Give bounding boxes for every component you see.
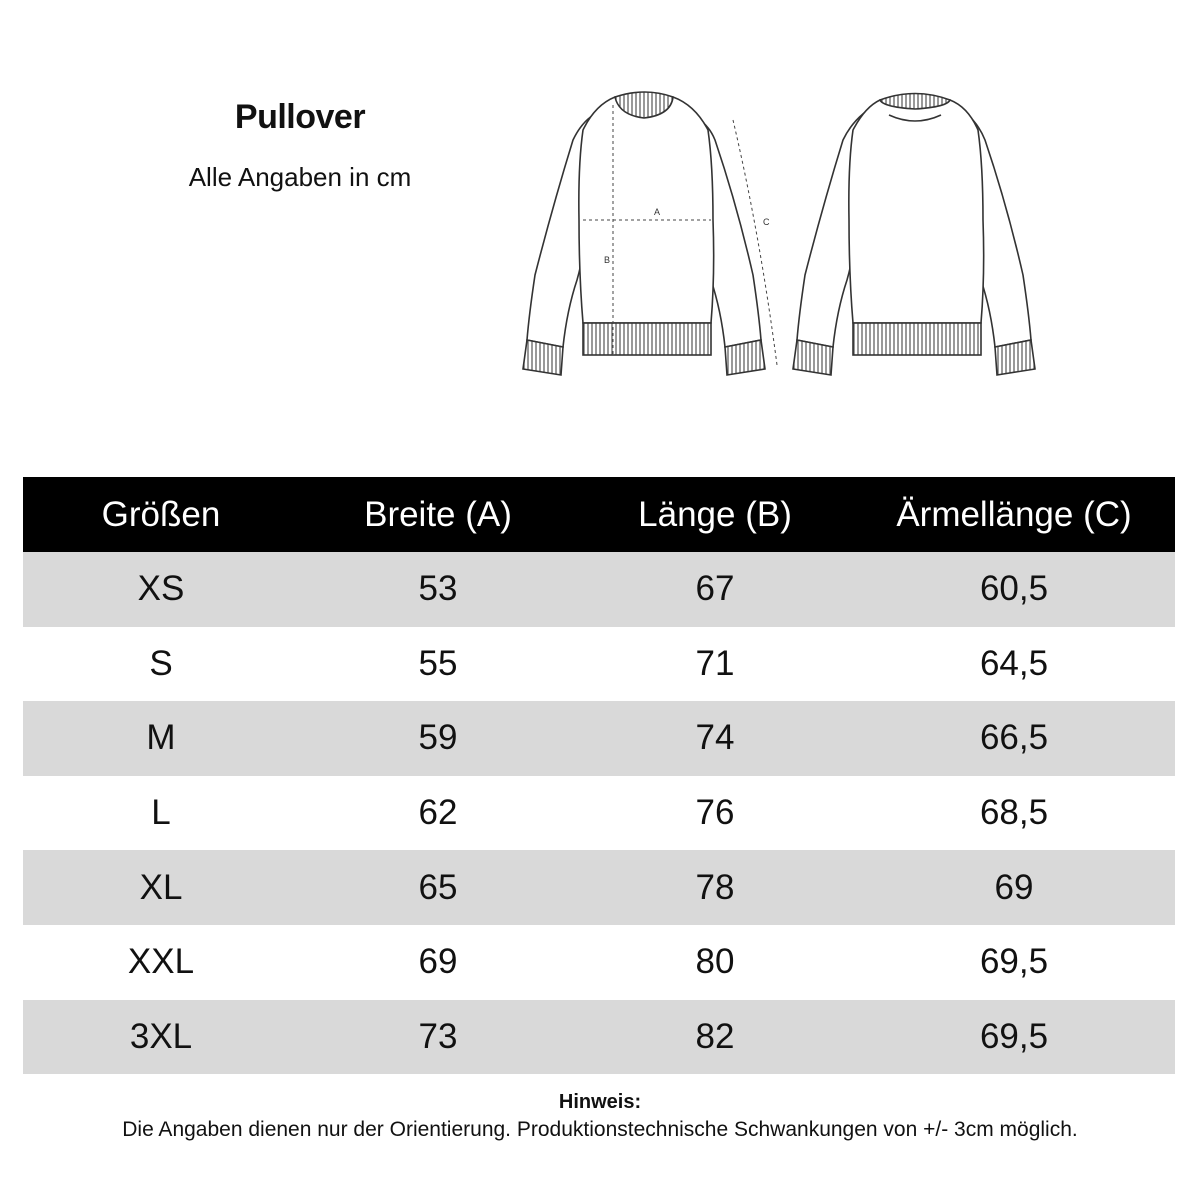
column-header-size: Größen [23, 477, 299, 552]
column-header-length: Länge (B) [577, 477, 853, 552]
size-cell: L [23, 776, 299, 851]
width-cell: 55 [299, 627, 577, 702]
pullover-illustration [515, 85, 1045, 385]
length-cell: 82 [577, 1000, 853, 1075]
table-row [23, 850, 1175, 925]
width-cell: 69 [299, 925, 577, 1000]
note-heading: Hinweis: [558, 1091, 642, 1113]
size-cell: M [23, 701, 299, 776]
sleeve-length-cell: 60,5 [853, 552, 1175, 627]
measure-label-b: B [604, 255, 611, 265]
width-cell: 53 [299, 552, 577, 627]
sleeve-length-cell: 68,5 [853, 776, 1175, 851]
length-cell: 71 [577, 627, 853, 702]
size-cell: XL [23, 850, 299, 925]
table-row [23, 627, 1175, 702]
table-row [23, 1000, 1175, 1075]
width-cell: 65 [299, 850, 577, 925]
measure-label-a: A [654, 207, 661, 217]
sleeve-length-cell: 66,5 [853, 701, 1175, 776]
size-cell: 3XL [23, 1000, 299, 1075]
length-cell: 67 [577, 552, 853, 627]
column-header-sleeve-length: Ärmellänge (C) [853, 477, 1175, 552]
pullover-front-sketch [523, 92, 765, 375]
sleeve-length-cell: 64,5 [853, 627, 1175, 702]
note-text: Die Angaben dienen nur der Orientierung. Produktionstechnische Schwankungen von +/- 3cm möglich. [122, 1118, 1078, 1141]
table-row [23, 701, 1175, 776]
width-cell: 62 [299, 776, 577, 851]
length-cell: 74 [577, 701, 853, 776]
length-cell: 78 [577, 850, 853, 925]
size-cell: XXL [23, 925, 299, 1000]
sleeve-length-cell: 69,5 [853, 925, 1175, 1000]
sleeve-length-cell: 69 [853, 850, 1175, 925]
column-header-width: Breite (A) [299, 477, 577, 552]
table-row [23, 776, 1175, 851]
units-subtitle: Alle Angaben in cm [188, 162, 412, 192]
pullover-back-sketch [793, 94, 1035, 376]
size-table [23, 477, 1175, 1074]
table-header-row [23, 477, 1175, 552]
length-cell: 80 [577, 925, 853, 1000]
page-title: Pullover [234, 98, 366, 136]
sleeve-length-cell: 69,5 [853, 1000, 1175, 1075]
width-cell: 73 [299, 1000, 577, 1075]
size-cell: XS [23, 552, 299, 627]
table-row [23, 925, 1175, 1000]
length-cell: 76 [577, 776, 853, 851]
width-cell: 59 [299, 701, 577, 776]
measure-label-c: C [763, 217, 770, 227]
size-cell: S [23, 627, 299, 702]
table-row [23, 552, 1175, 627]
